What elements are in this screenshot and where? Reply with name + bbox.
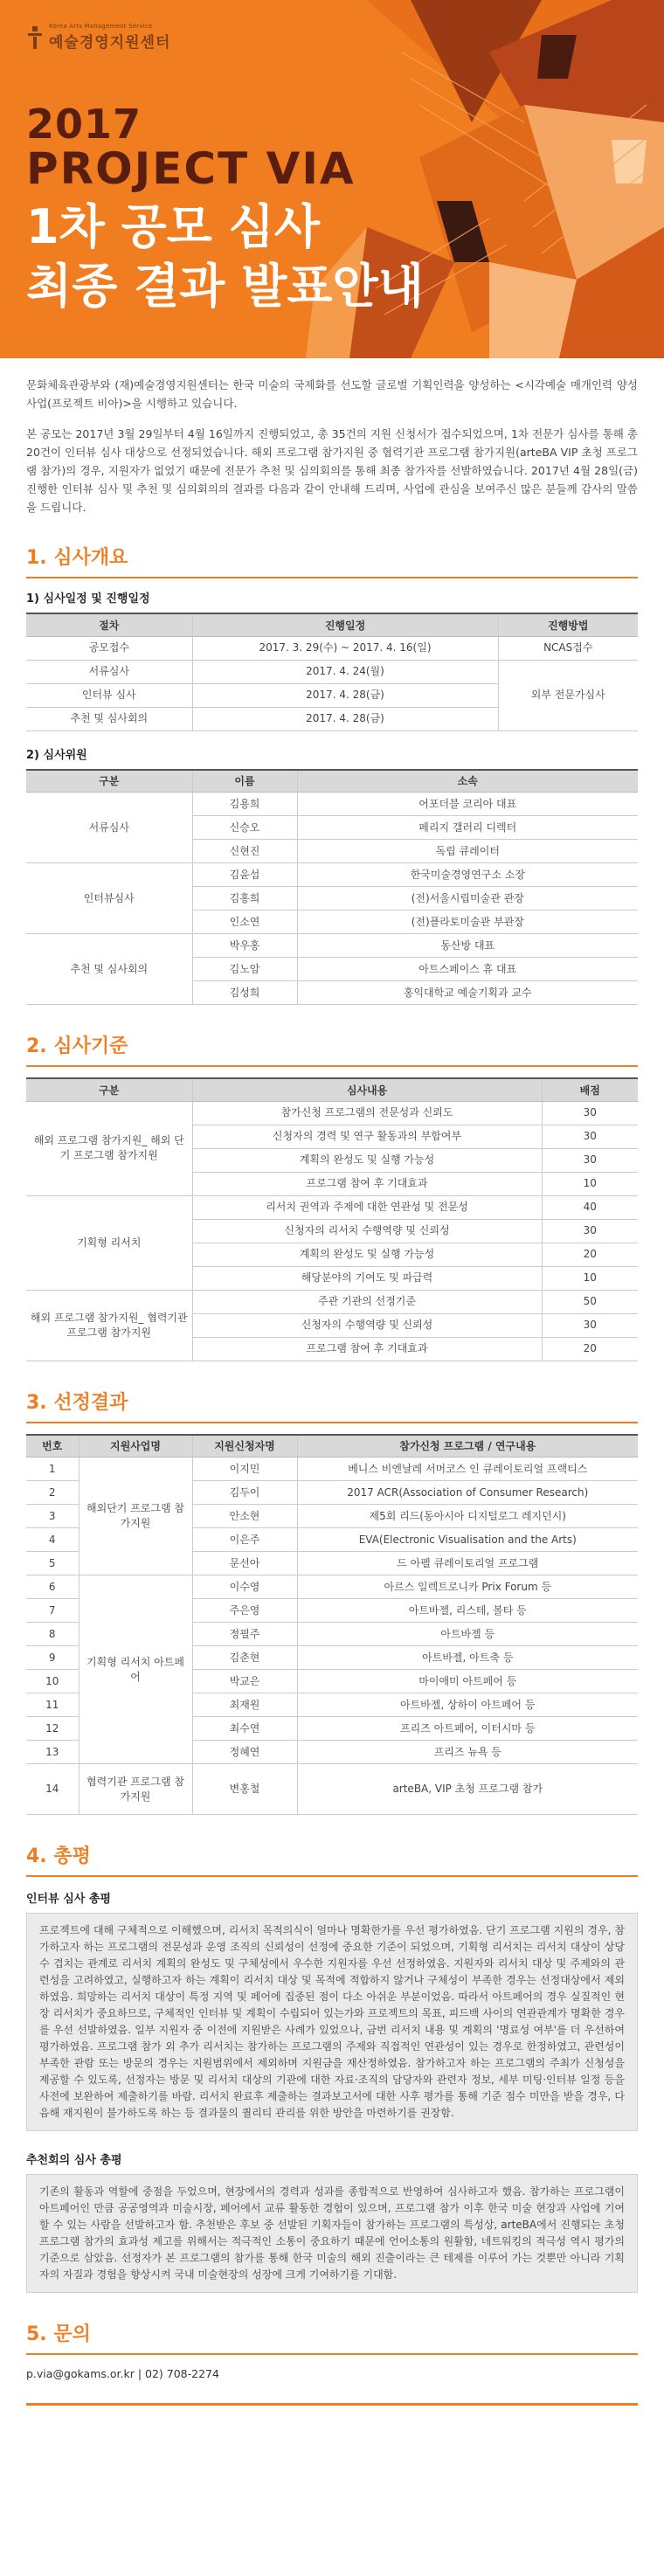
group-cell: 협력기관 프로그램 참가지원 <box>79 1764 192 1815</box>
section-title-results: 3. 선정결과 <box>26 1388 638 1423</box>
group-cell: 기획형 리서치 <box>26 1195 192 1290</box>
table-cell: 베니스 비엔날레 서머코스 인 큐레이토리얼 프랙티스 <box>297 1458 638 1481</box>
schedule-table <box>26 613 638 731</box>
table-cell: 계획의 완성도 및 실행 가능성 <box>192 1148 542 1172</box>
table-cell: 문선아 <box>192 1552 297 1575</box>
table-cell: 최수연 <box>192 1717 297 1741</box>
table-cell: 12 <box>26 1717 79 1741</box>
table-header: 진행방법 <box>498 613 638 636</box>
table-cell: 김성희 <box>192 981 297 1005</box>
table-cell: 주은영 <box>192 1599 297 1623</box>
table-row <box>26 1764 638 1815</box>
intro <box>26 376 638 516</box>
table-cell: 김두이 <box>192 1481 297 1505</box>
table-cell: 김용희 <box>192 793 297 816</box>
table-cell: 추천 및 심사회의 <box>26 707 192 731</box>
table-cell: 신청자의 수행역량 및 신뢰성 <box>192 1313 542 1337</box>
group-cell: 기획형 리서치 아트페어 <box>79 1575 192 1764</box>
table-row <box>26 863 638 887</box>
table-cell: 8 <box>26 1623 79 1646</box>
table-cell: 10 <box>542 1172 638 1195</box>
criteria-table <box>26 1077 638 1361</box>
section-title-contact: 5. 문의 <box>26 2319 638 2355</box>
table-header: 절차 <box>26 613 192 636</box>
table-cell: 30 <box>542 1219 638 1243</box>
table-cell: 마이애미 아트페어 등 <box>297 1670 638 1693</box>
table-cell: 홍익대학교 예술기획과 교수 <box>297 981 638 1005</box>
table-row <box>26 1458 638 1481</box>
contact-info: p.via@gokams.or.kr | 02) 708-2274 <box>26 2367 219 2380</box>
logo <box>26 23 170 52</box>
table-header: 참가신청 프로그램 / 연구내용 <box>297 1435 638 1458</box>
table-cell: 독립 큐레이터 <box>297 840 638 863</box>
intro-paragraph-1: 문화체육관광부와 (재)예술경영지원센터는 한국 미술의 국제화를 선도할 글로벌 기획인력을 양성하는 <시각예술 매개인력 양성사업(프로젝트 비아)>을 시행하고 있습니다. <box>26 378 638 410</box>
table-cell: 신현진 <box>192 840 297 863</box>
table-cell: 2017. 4. 28(금) <box>192 683 498 707</box>
table-cell: 40 <box>542 1195 638 1219</box>
table-header: 구분 <box>26 770 192 793</box>
table-cell: 김노암 <box>192 958 297 981</box>
table-cell: 한국미술경영연구소 소장 <box>297 863 638 887</box>
table-cell: 10 <box>26 1670 79 1693</box>
interview-review-box <box>26 1913 638 2131</box>
table-cell: 박교은 <box>192 1670 297 1693</box>
section-title-criteria: 2. 심사기준 <box>26 1031 638 1067</box>
table-cell: 14 <box>26 1764 79 1815</box>
table-cell: 최재원 <box>192 1693 297 1717</box>
section-title-review: 4. 총평 <box>26 1841 638 1877</box>
table-header: 구분 <box>26 1078 192 1101</box>
group-cell: 추천 및 심사회의 <box>26 934 192 1005</box>
table-cell: NCAS접수 <box>498 636 638 660</box>
table-cell: 2017. 4. 24(월) <box>192 660 498 683</box>
hero-title-line1: 1차 공모 심사 <box>26 199 320 254</box>
table-cell: 아트바젤, 상하이 아트페어 등 <box>297 1693 638 1717</box>
table-row <box>26 934 638 958</box>
results-table <box>26 1434 638 1816</box>
table-header: 소속 <box>297 770 638 793</box>
subtitle-schedule: 1) 심사일정 및 진행일정 <box>26 592 150 606</box>
group-cell: 해외 프로그램 참가지원_ 협력기관 프로그램 참가지원 <box>26 1290 192 1361</box>
table-cell: 페리지 갤러리 디렉터 <box>297 816 638 840</box>
subtitle-judges: 2) 심사위원 <box>26 748 87 762</box>
group-cell: 서류심사 <box>26 793 192 863</box>
section-title-overview: 1. 심사개요 <box>26 543 638 578</box>
table-cell: 3 <box>26 1505 79 1528</box>
table-cell: arteBA, VIP 초청 프로그램 참가 <box>297 1764 638 1815</box>
table-cell: 이지민 <box>192 1458 297 1481</box>
judges-table <box>26 769 638 1006</box>
recommendation-review-box <box>26 2174 638 2293</box>
interview-review-text: 프로젝트에 대해 구체적으로 이해했으며, 리서치 목적의식이 얼마나 명확한가를 우선 평가하였음. 단기 프로그램 지원의 경우, 참가하고자 하는 프로그램의 전문성과 운영 조직의 신뢰성이 선정에 중요한 기준이 되었으며, 기획형 리서치는 리서치 대상이 상당수 겹치는 관계로 리서치 계획의 완성도 및 구체성에서 우수한 지원자를 우선 선정하였음. 지원자와 리서치 대상 및 주제와의 관련성을 고려하였고, 실행하고자 하는 계획이 리서치 대상 및 목적에 적합하지 않거나 구체성이 부족한 경우는 선정대상에서 제외하였음. 희망하는 리서치 대상이 특정 지역 및 페어에 집중된 점이 다소 아쉬운 부분이었음. 따라서 아트페어의 경우 실질적인 현장 리서치가 중요하므로, 구체적인 인터뷰 및 계획이 수립되어 있는가와 프로젝트의 목표, 피드백 사이의 연관관계가 명확한 경우를 우선 선발하였음. 일부 지원자 중 이전에 지원받은 사례가 있었으나, 금번 리서치 내용 및 계획의 '명료성 여부'를 더 우선하여 평가하였음. 프로그램 참가 외 추가 리서치는 참가하는 프로그램의 주제와 직접적인 연관성이 있는 경우로 한정하였고, 관련성이 부족한 관람 또는 방문의 경우는 지원범위에서 제외하며 지원금을 재산정하였음. 참가하고자 하는 프로그램의 주최가 신청성을 제공할 수 있도록, 선정자는 방문 및 리서치 대상의 기관에 대한 자료·조직의 담당자와 관련자 정보, 세부 미팅·인터뷰 일정 등을 사전에 보완하여 제출하기를 바람. 리서치 완료후 제출하는 결과보고서에 대한 사후 평가를 통해 기준 점수 미만을 받을 경우, 다음해 재지원이 불가하도록 하는 등 결과물의 퀄리티 관리를 위한 방안을 마련하기를 권장함. <box>39 1924 625 2119</box>
table-cell: 외부 전문가심사 <box>498 660 638 731</box>
table-cell: 동산방 대표 <box>297 934 638 958</box>
table-header: 이름 <box>192 770 297 793</box>
table-cell: 안소현 <box>192 1505 297 1528</box>
group-cell: 해외단기 프로그램 참가지원 <box>79 1458 192 1575</box>
table-cell: 리서치 권역과 주제에 대한 연관성 및 전문성 <box>192 1195 542 1219</box>
table-cell: (전)서울시립미술관 관장 <box>297 887 638 911</box>
table-cell: 박우홍 <box>192 934 297 958</box>
table-cell: 해당분야의 기여도 및 파급력 <box>192 1266 542 1290</box>
table-header: 진행일정 <box>192 613 498 636</box>
table-cell: 김홍희 <box>192 887 297 911</box>
table-cell: 2 <box>26 1481 79 1505</box>
table-cell: 아르스 일렉트로니카 Prix Forum 등 <box>297 1575 638 1599</box>
table-cell: 13 <box>26 1741 79 1764</box>
table-cell: 2017 ACR(Association of Consumer Research) <box>297 1481 638 1505</box>
logo-name: 예술경영지원센터 <box>49 34 171 52</box>
table-cell: 이수영 <box>192 1575 297 1599</box>
table-cell: 20 <box>542 1243 638 1266</box>
table-cell: 신승오 <box>192 816 297 840</box>
table-cell: 아트바젤 등 <box>297 1623 638 1646</box>
table-cell: 신청자의 경력 및 연구 활동과의 부합여부 <box>192 1125 542 1148</box>
table-cell: 김윤섭 <box>192 863 297 887</box>
hero-year: 2017 <box>26 100 142 148</box>
footer-divider <box>26 2403 638 2431</box>
table-header: 배점 <box>542 1078 638 1101</box>
table-cell: 신청자의 리서치 수행역량 및 신뢰성 <box>192 1219 542 1243</box>
table-row <box>26 793 638 816</box>
table-cell: 6 <box>26 1575 79 1599</box>
group-cell: 해외 프로그램 참가지원_ 해외 단기 프로그램 참가지원 <box>26 1101 192 1195</box>
table-cell: 계획의 완성도 및 실행 가능성 <box>192 1243 542 1266</box>
table-cell: 5 <box>26 1552 79 1575</box>
table-cell: 1 <box>26 1458 79 1481</box>
main-content <box>0 358 664 2457</box>
group-cell: 인터뷰심사 <box>26 863 192 934</box>
table-cell: 4 <box>26 1528 79 1552</box>
recommendation-review-text: 기존의 활동과 역할에 중점을 두었으며, 현장에서의 경력과 성과를 종합적으로 반영하여 심사하고자 했음. 참가하는 프로그램이 아트페어인 만큼 공공영역과 미술시장, 페어에서 교류 활동한 경험이 있으며, 프로그램 참가 이후 한국 미술 현장과 사업에 기여할 수 있는 사람을 선발하고자 함. 추천받은 후보 중 선발된 기획자들이 참가하는 프로그램의 특성상, arteBA에서 진행되는 초청 프로그램 참가의 효과성 제고를 위해서는 적극적인 소통이 중요하기 때문에 언어소통의 원활함, 네트워킹의 적극성 역시 평가의 기준으로 삼았음. 선정자가 본 프로그램의 참가를 통해 한국 미술의 해외 진출이라는 큰 테제를 이루어 가는 것뿐만 아니라 기획자의 자질과 경험을 향상시켜 국내 미술현장의 성장에 크게 기여하기를 기대함. <box>39 2185 625 2281</box>
table-header: 지원사업명 <box>79 1435 192 1458</box>
table-cell: 프로그램 참여 후 기대효과 <box>192 1337 542 1361</box>
table-cell: EVA(Electronic Visualisation and the Arts) <box>297 1528 638 1552</box>
table-cell: 프리즈 뉴욕 등 <box>297 1741 638 1764</box>
table-cell: 9 <box>26 1646 79 1670</box>
table-cell: 주관 기관의 선정기준 <box>192 1290 542 1313</box>
table-cell: 변홍철 <box>192 1764 297 1815</box>
table-cell: 30 <box>542 1313 638 1337</box>
table-cell: 인소연 <box>192 911 297 934</box>
table-row <box>26 1195 638 1219</box>
table-row <box>26 636 638 660</box>
table-cell: 2017. 4. 28(금) <box>192 707 498 731</box>
hero-title-line2: 최종 결과 발표안내 <box>26 259 424 314</box>
table-row <box>26 1290 638 1313</box>
table-row <box>26 1575 638 1599</box>
table-header: 번호 <box>26 1435 79 1458</box>
table-cell: 30 <box>542 1101 638 1125</box>
table-cell: 10 <box>542 1266 638 1290</box>
table-cell: (전)플라토미술관 부관장 <box>297 911 638 934</box>
table-cell: 참가신청 프로그램의 전문성과 신뢰도 <box>192 1101 542 1125</box>
table-cell: 50 <box>542 1290 638 1313</box>
table-cell: 김춘현 <box>192 1646 297 1670</box>
table-cell: 정필주 <box>192 1623 297 1646</box>
recommendation-review-title: 추천회의 심사 총평 <box>26 2154 122 2167</box>
table-header: 심사내용 <box>192 1078 542 1101</box>
table-header: 지원신청자명 <box>192 1435 297 1458</box>
table-cell: 제5회 리드(동아시아 디지털로그 레지던시) <box>297 1505 638 1528</box>
table-cell: 프로그램 참여 후 기대효과 <box>192 1172 542 1195</box>
logo-mark-icon <box>26 26 44 49</box>
table-cell: 30 <box>542 1148 638 1172</box>
table-cell: 이은주 <box>192 1528 297 1552</box>
table-cell: 공모접수 <box>26 636 192 660</box>
table-row <box>26 660 638 683</box>
table-cell: 20 <box>542 1337 638 1361</box>
table-cell: 정혜연 <box>192 1741 297 1764</box>
interview-review-title: 인터뷰 심사 총평 <box>26 1893 111 1906</box>
table-cell: 어포더블 코리아 대표 <box>297 793 638 816</box>
table-cell: 아트바젤, 리스테, 볼타 등 <box>297 1599 638 1623</box>
table-cell: 드 아펠 큐레이토리얼 프로그램 <box>297 1552 638 1575</box>
table-cell: 아트바젤, 아트축 등 <box>297 1646 638 1670</box>
table-cell: 서류심사 <box>26 660 192 683</box>
table-row <box>26 1101 638 1125</box>
table-cell: 아트스페이스 휴 대표 <box>297 958 638 981</box>
table-cell: 인터뷰 심사 <box>26 683 192 707</box>
table-cell: 30 <box>542 1125 638 1148</box>
logo-subtitle: Korea Arts Management Service <box>49 23 153 30</box>
table-cell: 11 <box>26 1693 79 1717</box>
table-cell: 프리즈 아트페어, 이터시마 등 <box>297 1717 638 1741</box>
table-cell: 2017. 3. 29(수) ~ 2017. 4. 16(일) <box>192 636 498 660</box>
hero-project-name: PROJECT VIA <box>26 143 356 194</box>
table-cell: 7 <box>26 1599 79 1623</box>
hero-titles <box>26 100 424 316</box>
hero-banner <box>0 0 664 358</box>
intro-paragraph-2: 본 공모는 2017년 3월 29일부터 4월 16일까지 진행되었고, 총 35건의 지원 신청서가 접수되었으며, 1차 전문가 심사를 통해 총 20건이 인터뷰 심사 대상으로 선정되었습니다. 해외 프로그램 참가지원 중 협력기관 프로그램 참가지원(arteBA VIP 초청 프로그램 참가)의 경우, 지원자가 없었기 때문에 전문가 추천 및 심의회의를 통해 최종 참가자를 선발하였습니다. 2017년 4월 28일(금) 진행한 인터뷰 심사 및 추천 및 심의회의의 결과를 다음과 같이 안내해 드리며, 사업에 관심을 보여주신 많은 분들께 감사의 말씀을 드립니다. <box>26 427 638 514</box>
